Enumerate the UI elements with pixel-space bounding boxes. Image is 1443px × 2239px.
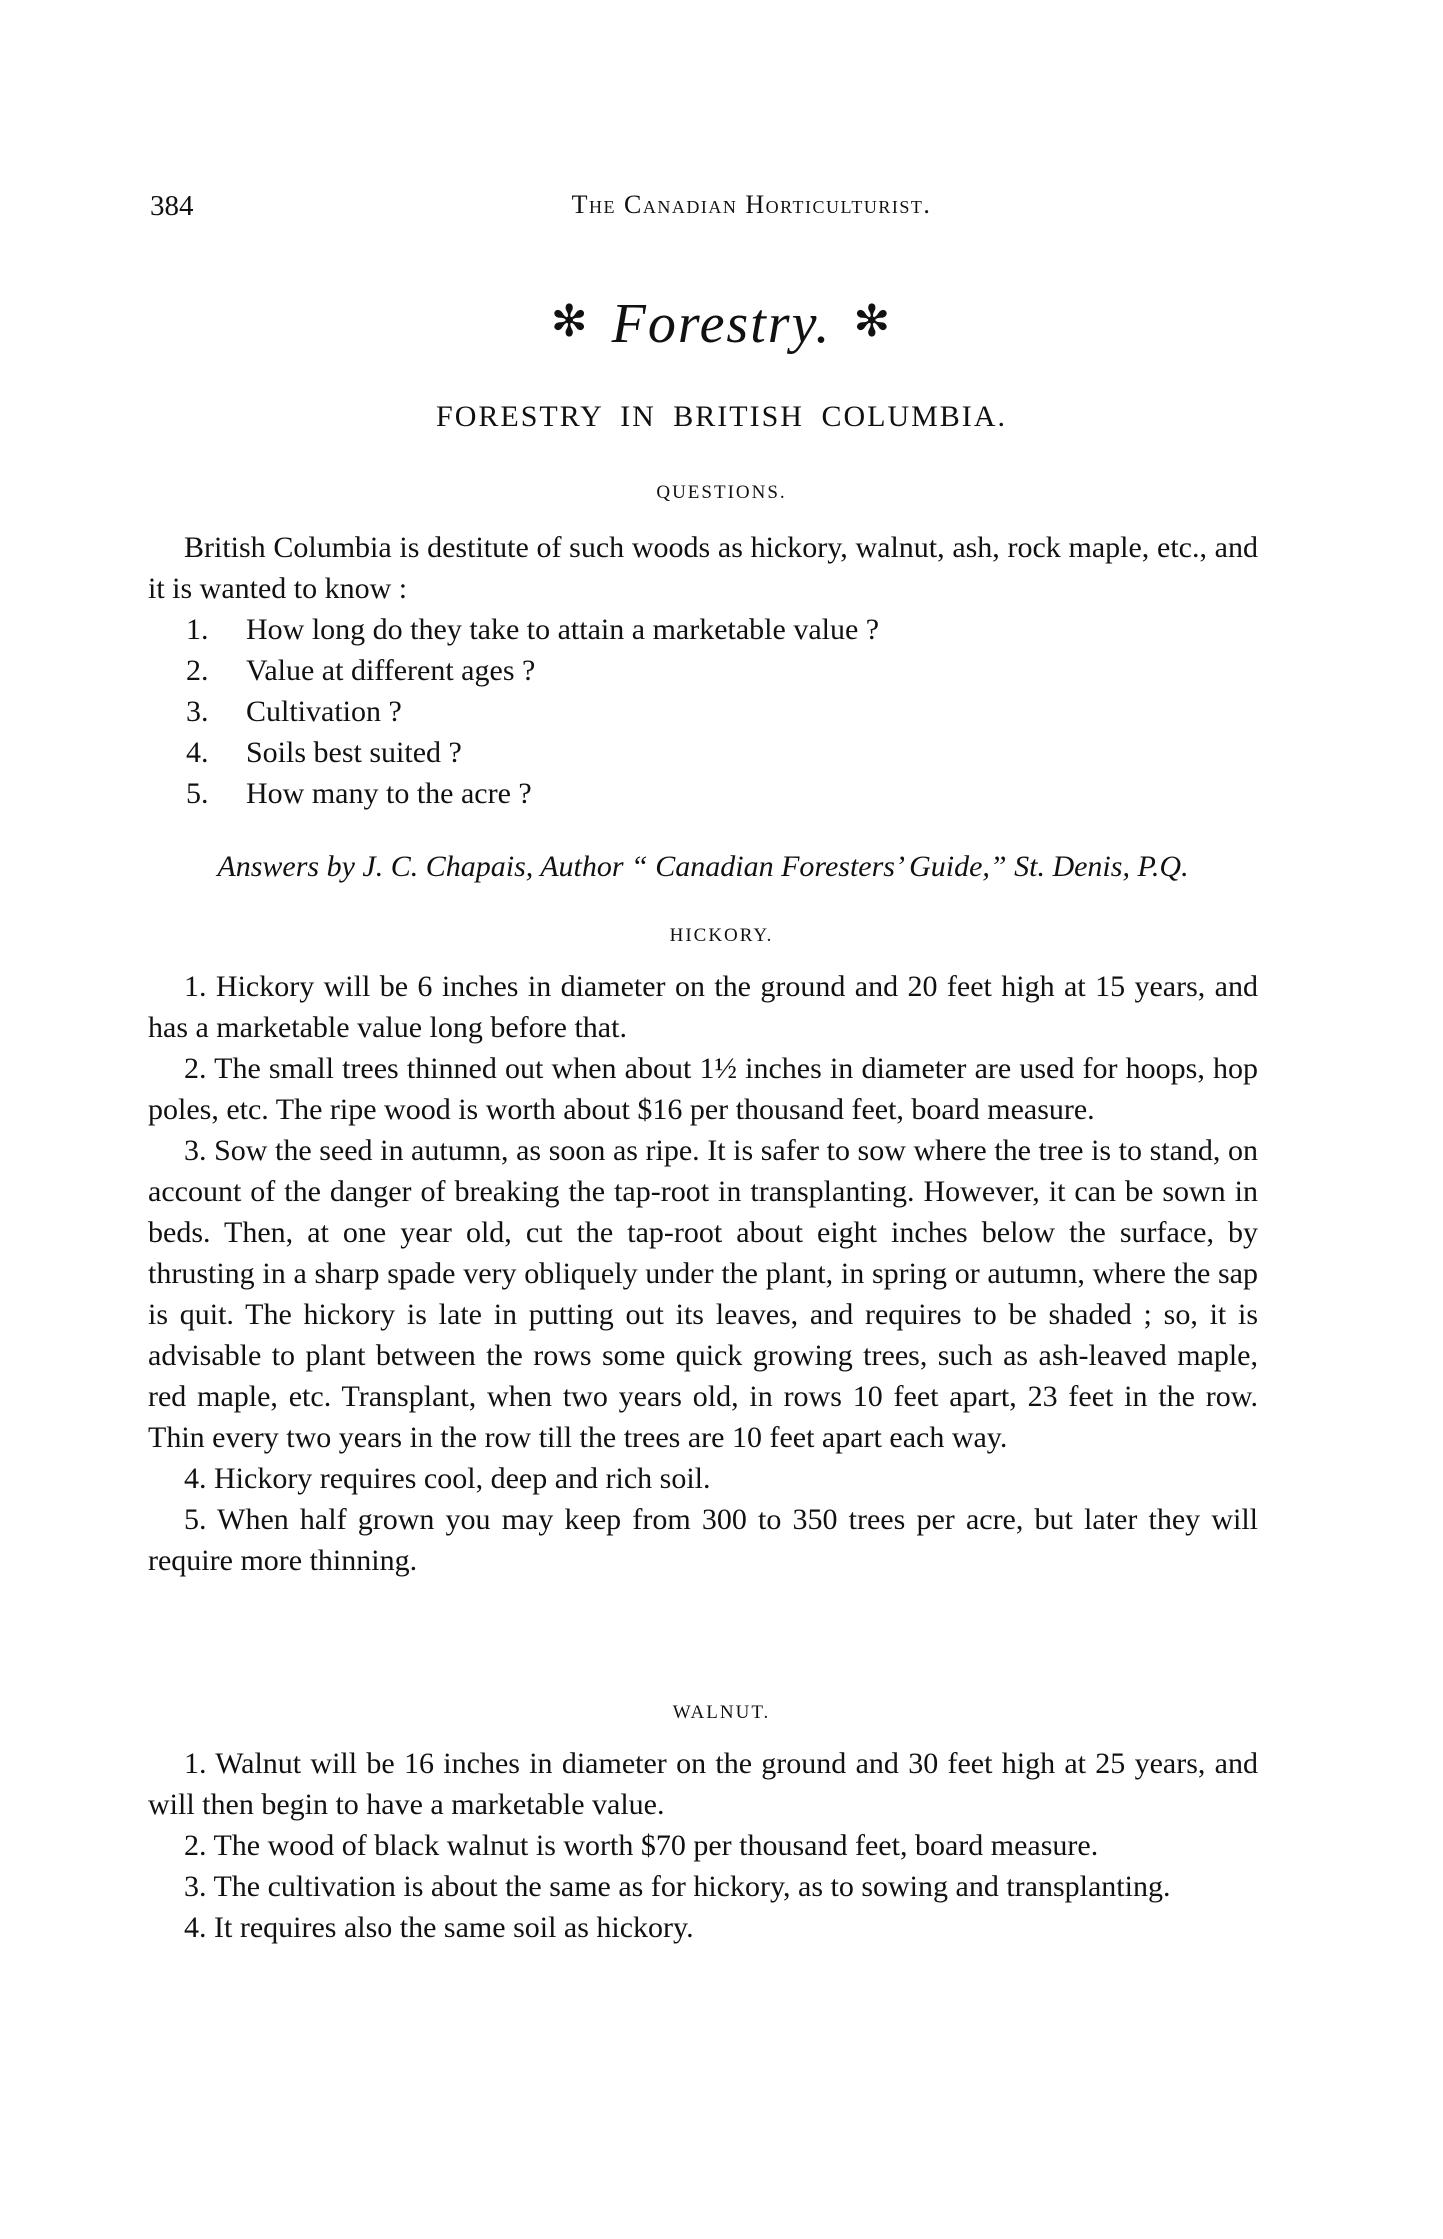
hickory-heading: HICKORY. bbox=[669, 925, 774, 946]
question-item: 4. Soils best suited ? bbox=[186, 736, 462, 769]
section-title: Forestry. bbox=[611, 293, 832, 355]
intro-paragraph: British Columbia is destitute of such woods as hickory, walnut, ash, rock maple, etc., and it is wanted to know : bbox=[148, 531, 1258, 605]
question-item: 2. Value at different ages ? bbox=[186, 654, 536, 687]
article-title: FORESTRY IN BRITISH COLUMBIA. bbox=[436, 400, 1007, 433]
questions-block bbox=[148, 527, 1258, 814]
asterisk-ornament-icon: ✻ bbox=[853, 297, 893, 346]
hickory-answers bbox=[148, 966, 1258, 1581]
question-item: 3. Cultivation ? bbox=[186, 695, 402, 728]
answer-paragraph: 3. The cultivation is about the same as for hickory, as to sowing and transplanting. bbox=[184, 1870, 1171, 1903]
answer-paragraph: 4. Hickory requires cool, deep and rich soil. bbox=[184, 1462, 711, 1495]
questions-heading: QUESTIONS. bbox=[656, 482, 787, 503]
answer-paragraph: 5. When half grown you may keep from 300 to 350 trees per acre, but later they will require more thinning. bbox=[148, 1503, 1258, 1577]
answer-paragraph: 1. Walnut will be 16 inches in diameter on the ground and 30 feet high at 25 years, and will then begin to have a marketable value. bbox=[148, 1747, 1258, 1821]
section-heading bbox=[0, 292, 1443, 356]
answer-paragraph: 4. It requires also the same soil as hickory. bbox=[184, 1911, 694, 1944]
answers-attribution: Answers by J. C. Chapais, Author “ Canadian Foresters’ Guide,” St. Denis, P.Q. bbox=[217, 850, 1189, 883]
answer-paragraph: 2. The small trees thinned out when about 1½ inches in diameter are used for hoops, hop poles, etc. The ripe wood is worth about $16 per thousand feet, board measure. bbox=[148, 1052, 1258, 1126]
running-head bbox=[150, 190, 1293, 230]
answer-paragraph: 2. The wood of black walnut is worth $70 per thousand feet, board measure. bbox=[184, 1829, 1099, 1862]
question-item: 1. How long do they take to attain a marketable value ? bbox=[186, 613, 880, 646]
walnut-heading: WALNUT. bbox=[672, 1702, 771, 1723]
running-title: The Canadian Horticulturist. bbox=[571, 190, 932, 219]
question-item: 5. How many to the acre ? bbox=[186, 777, 532, 810]
answer-paragraph: 3. Sow the seed in autumn, as soon as ripe. It is safer to sow where the tree is to stand, on account of the danger of breaking the tap-root in transplanting. However, it can be sown in beds. Then, at one year old, cut the tap-root about eight inches below the surface, by thrusting in a sharp spade very obliquely under the plant, in spring or autumn, where the sap is quit. The hickory is late in putting out its leaves, and requires to be shaded ; so, it is advisable to plant between the rows some quick growing trees, such as ash-leaved maple, red maple, etc. Transplant, when two years old, in rows 10 feet apart, 23 feet in the row. Thin every two years in the row till the trees are 10 feet apart each way. bbox=[148, 1134, 1258, 1454]
answer-paragraph: 1. Hickory will be 6 inches in diameter on the ground and 20 feet high at 15 years, and has a marketable value long before that. bbox=[148, 970, 1258, 1044]
page-number: 384 bbox=[150, 190, 194, 222]
asterisk-ornament-icon: ✻ bbox=[550, 297, 590, 346]
walnut-answers bbox=[148, 1743, 1258, 1948]
